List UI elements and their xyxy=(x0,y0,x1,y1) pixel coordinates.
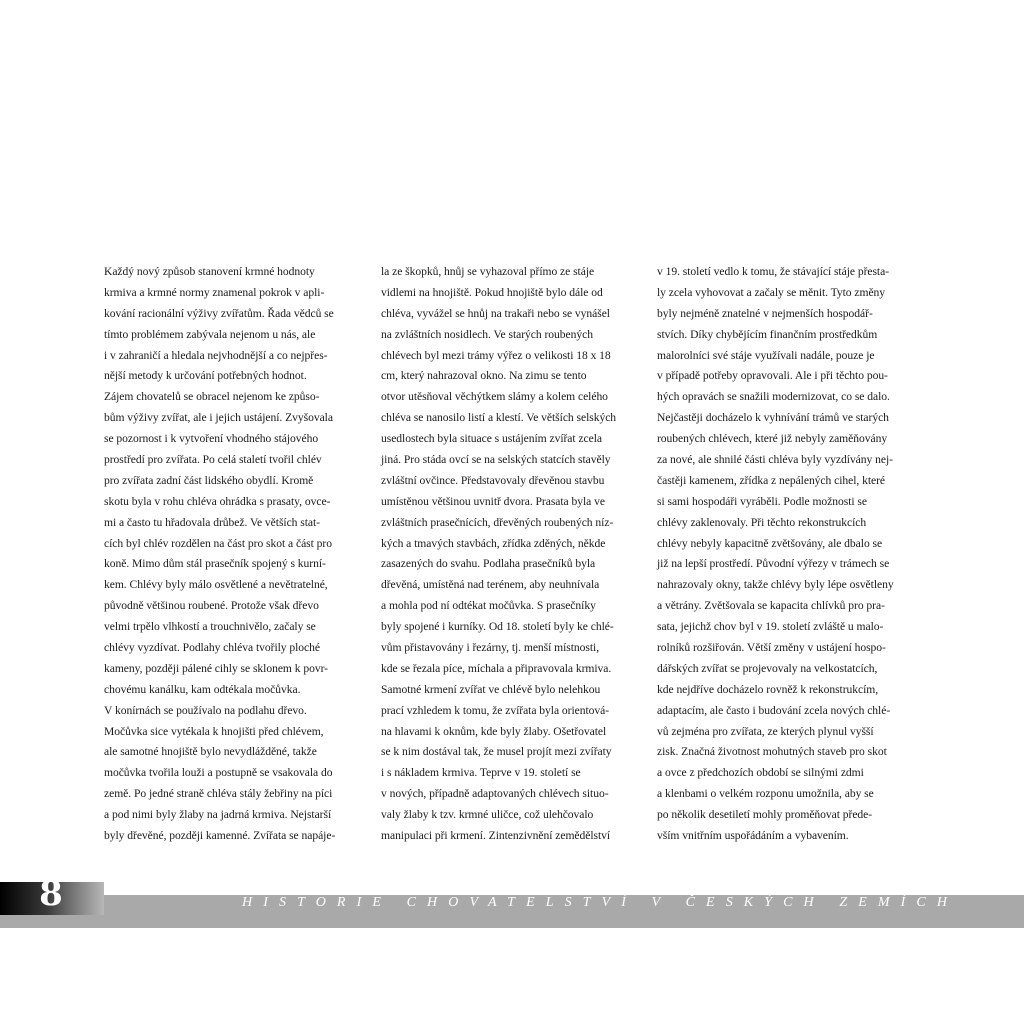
text-line: otvor utěsňoval věchýtkem slámy a kolem celého xyxy=(381,390,608,404)
text-line: a mohla pod ní odtékat močůvka. S prasečníky xyxy=(381,599,596,613)
text-line: chlévy zaklenovaly. Při těchto rekonstrukcích xyxy=(657,515,867,529)
text-line: stvích. Díky chybějícím finančním prostředkům xyxy=(657,327,878,341)
text-line: již na lepší prostředí. Původní výřezy v trámech se xyxy=(657,557,890,571)
text-line: i s nákladem krmiva. Teprve v 19. století se xyxy=(381,766,581,780)
text-line: Zájem chovatelů se obracel nejenom ke způso- xyxy=(104,390,320,404)
text-line: zasazených do svahu. Podlaha prasečníků byla xyxy=(381,557,596,571)
text-line: za nové, ale shnilé části chléva byly vyzdívány nej- xyxy=(657,453,893,467)
text-line: nější metody k určování potřebných hodnot. xyxy=(104,369,307,383)
text-line: v případě potřeby opravovali. Ale i při těchto pou- xyxy=(657,369,888,383)
text-line: la ze škopků, hnůj se vyhazoval přímo ze stáje xyxy=(381,265,595,278)
text-line: a klenbami o velkém rozponu umožnila, aby se xyxy=(657,787,874,801)
text-line: Každý nový způsob stanovení krmné hodnoty xyxy=(104,265,315,278)
text-line: jiná. Pro stáda ovcí se na selských statcích stavěly xyxy=(381,453,611,467)
text-line: vším vnitřním uspořádáním a vybavením. xyxy=(657,829,849,843)
text-line: v 19. století vedlo k tomu, že stávající stáje přesta- xyxy=(657,265,890,278)
text-line: ale samotné hnojiště bylo nevydlážděné, takže xyxy=(104,745,317,759)
text-line: zvláštní ovčince. Představovaly dřevěnou stavbu xyxy=(381,473,605,487)
text-line: kde nejdříve docházelo rovněž k rekonstrukcím, xyxy=(657,682,879,696)
text-line: chlévech byl mezi trámy výřez o velikosti 18 x 18 xyxy=(381,348,611,362)
text-line: chléva se nanosilo listí a klestí. Ve větších selských xyxy=(381,411,617,425)
text-column-3 xyxy=(657,262,925,847)
text-line: prostředí pro zvířata. Po celá staletí tvořil chlév xyxy=(104,453,322,467)
text-line: se k nim dostával tak, že musel projít mezi zvířaty xyxy=(381,745,612,759)
text-line: kem. Chlévy byly málo osvětlené a nevětratelné, xyxy=(104,578,328,592)
text-line: tímto problémem zabývala nejenom u nás, ale xyxy=(104,327,316,341)
text-line: dřevěná, umístěná nad terénem, aby neuhnívala xyxy=(381,578,600,592)
text-line: kování racionální výživy zvířatům. Řada vědců se xyxy=(104,306,334,320)
text-line: pro zvířata zadní část lidského obydlí. Kromě xyxy=(104,473,314,487)
text-line: byly dřevěné, později kamenné. Zvířata se napáje- xyxy=(104,829,336,843)
text-line: chlévy nebyly kapacitně zvětšovány, ale dbalo se xyxy=(657,536,883,550)
text-line: byly spojené i kurníky. Od 18. století byly ke chlé- xyxy=(381,620,614,634)
text-line: kde se řezala píce, míchala a připravovala krmiva. xyxy=(381,661,612,675)
text-line: bům výživy zvířat, ale i jejich ustájení. Zvyšovala xyxy=(104,411,333,425)
text-line: močůvka tvořila louži a postupně se vsakovala do xyxy=(104,766,333,780)
text-line: roubených chlévech, které již nebyly zaměňovány xyxy=(657,432,888,446)
text-line: krmiva a krmné normy znamenal pokrok v apli- xyxy=(104,285,325,299)
text-line: si sami hospodáři vyráběli. Podle možnosti se xyxy=(657,494,867,508)
text-line: chlévy vyzdívat. Podlahy chléva tvořily ploché xyxy=(104,641,320,655)
text-line: kých a tmavých stavbách, zřídka zděných, někde xyxy=(381,536,606,550)
text-line: i v zahraničí a hledala nejvhodnější a co nejpřes- xyxy=(104,348,328,362)
text-column-2 xyxy=(381,262,649,847)
text-line: a větrány. Zvětšovala se kapacita chlívků pro pra- xyxy=(657,599,885,613)
text-line: cích byl chlév rozdělen na část pro skot a část pro xyxy=(104,536,332,550)
text-line: chléva, vyvážel se hnůj na trakaři nebo se vynášel xyxy=(381,306,610,320)
page-number: 8 xyxy=(39,874,63,914)
text-line: sata, jejichž chov byl v 19. století zvláště u malo- xyxy=(657,620,884,634)
text-line: skotu byla v rohu chléva ohrádka s prasaty, ovce- xyxy=(104,494,331,508)
text-line: prací vzhledem k tomu, že zvířata byla orientová- xyxy=(381,703,610,717)
text-line: vidlemi na hnojiště. Pokud hnojiště bylo dále od xyxy=(381,285,603,299)
text-line: usedlostech byla situace s ustájením zvířat zcela xyxy=(381,432,602,446)
text-line: zisk. Značná životnost mohutných staveb pro skot xyxy=(657,745,887,759)
text-line: hých opravách se snažili modernizovat, co se dalo. xyxy=(657,390,890,404)
text-line: vům přistavovány i řezárny, tj. menší místnosti, xyxy=(381,641,600,655)
text-line: mi a často tu hřadovala drůbež. Ve větších stat- xyxy=(104,515,320,529)
text-line: velmi trpělo vlhkostí a trouchnivělo, začaly se xyxy=(104,620,316,634)
text-line: a pod nimi byly žlaby na jadrná krmiva. Nejstarší xyxy=(104,808,332,822)
text-line: a ovce z předchozích období se silnými zdmi xyxy=(657,766,864,780)
text-line: rolníků rozšiřován. Větší změny v ustájení hospo- xyxy=(657,641,886,655)
text-line: ly zcela vyhovovat a začaly se měnit. Tyto změny xyxy=(657,285,886,299)
text-line: adaptacím, ale často i budování zcela nových chlé- xyxy=(657,703,891,717)
text-line: V konírnách se používalo na podlahu dřevo. xyxy=(104,703,307,717)
text-line: Samotné krmení zvířat ve chlévě bylo nelehkou xyxy=(381,682,601,696)
text-line: Močůvka sice vytékala k hnojišti před chlévem, xyxy=(104,724,324,738)
text-line: malorolníci své stáje využívali nadále, pouze je xyxy=(657,348,875,362)
text-line: manipulaci při krmení. Zintenzivnění zemědělství xyxy=(381,829,611,843)
text-line: vů zejména pro zvířata, ze kterých plynul vyšší xyxy=(657,724,874,738)
text-line: umístěnou většinou uvnitř dvora. Prasata byla ve xyxy=(381,494,605,508)
text-line: původně většinou roubené. Protože však dřevo xyxy=(104,599,319,613)
text-line: chovému kanálku, kam odtékala močůvka. xyxy=(104,682,301,696)
text-line: koně. Mimo dům stál prasečník spojený s kurní- xyxy=(104,557,326,571)
text-line: nahrazovaly okny, takže chlévy byly lépe osvětleny xyxy=(657,578,894,592)
text-line: na hlavami k oknům, kde byly žlaby. Ošetřovatel xyxy=(381,724,607,738)
text-line: cm, který nahrazoval okno. Na zimu se tento xyxy=(381,369,587,383)
text-line: zvláštních prasečnících, dřevěných roubených níz- xyxy=(381,515,614,529)
running-title: HISTORIE CHOVATELSTVÍ V ČESKÝCH ZEMÍCH xyxy=(242,895,959,910)
text-column-1 xyxy=(104,262,372,847)
text-line: kameny, později pálené cihly se sklonem k povr- xyxy=(104,661,328,675)
text-line: byly nejméně znatelné v nejmenších hospodář- xyxy=(657,306,873,320)
text-line: v nových, případně adaptovaných chlévech situo- xyxy=(381,787,609,801)
text-line: dářských zvířat se projevovaly na velkostatcích, xyxy=(657,661,878,675)
text-line: valy žlaby k tzv. krmné uličce, což ulehčovalo xyxy=(381,808,594,822)
text-line: na zvláštních nosidlech. Ve starých roubených xyxy=(381,327,593,341)
text-line: po několik desetiletí mohly proměňovat přede- xyxy=(657,808,873,822)
text-line: se pozornost i k vytvoření vhodného stájového xyxy=(104,432,319,446)
text-line: Nejčastěji docházelo k vyhnívání trámů ve starých xyxy=(657,411,889,425)
text-line: země. Po jedné straně chléva stály žebřiny na píci xyxy=(104,787,333,801)
text-line: častěji kamenem, zřídka z nepálených cihel, které xyxy=(657,473,886,487)
